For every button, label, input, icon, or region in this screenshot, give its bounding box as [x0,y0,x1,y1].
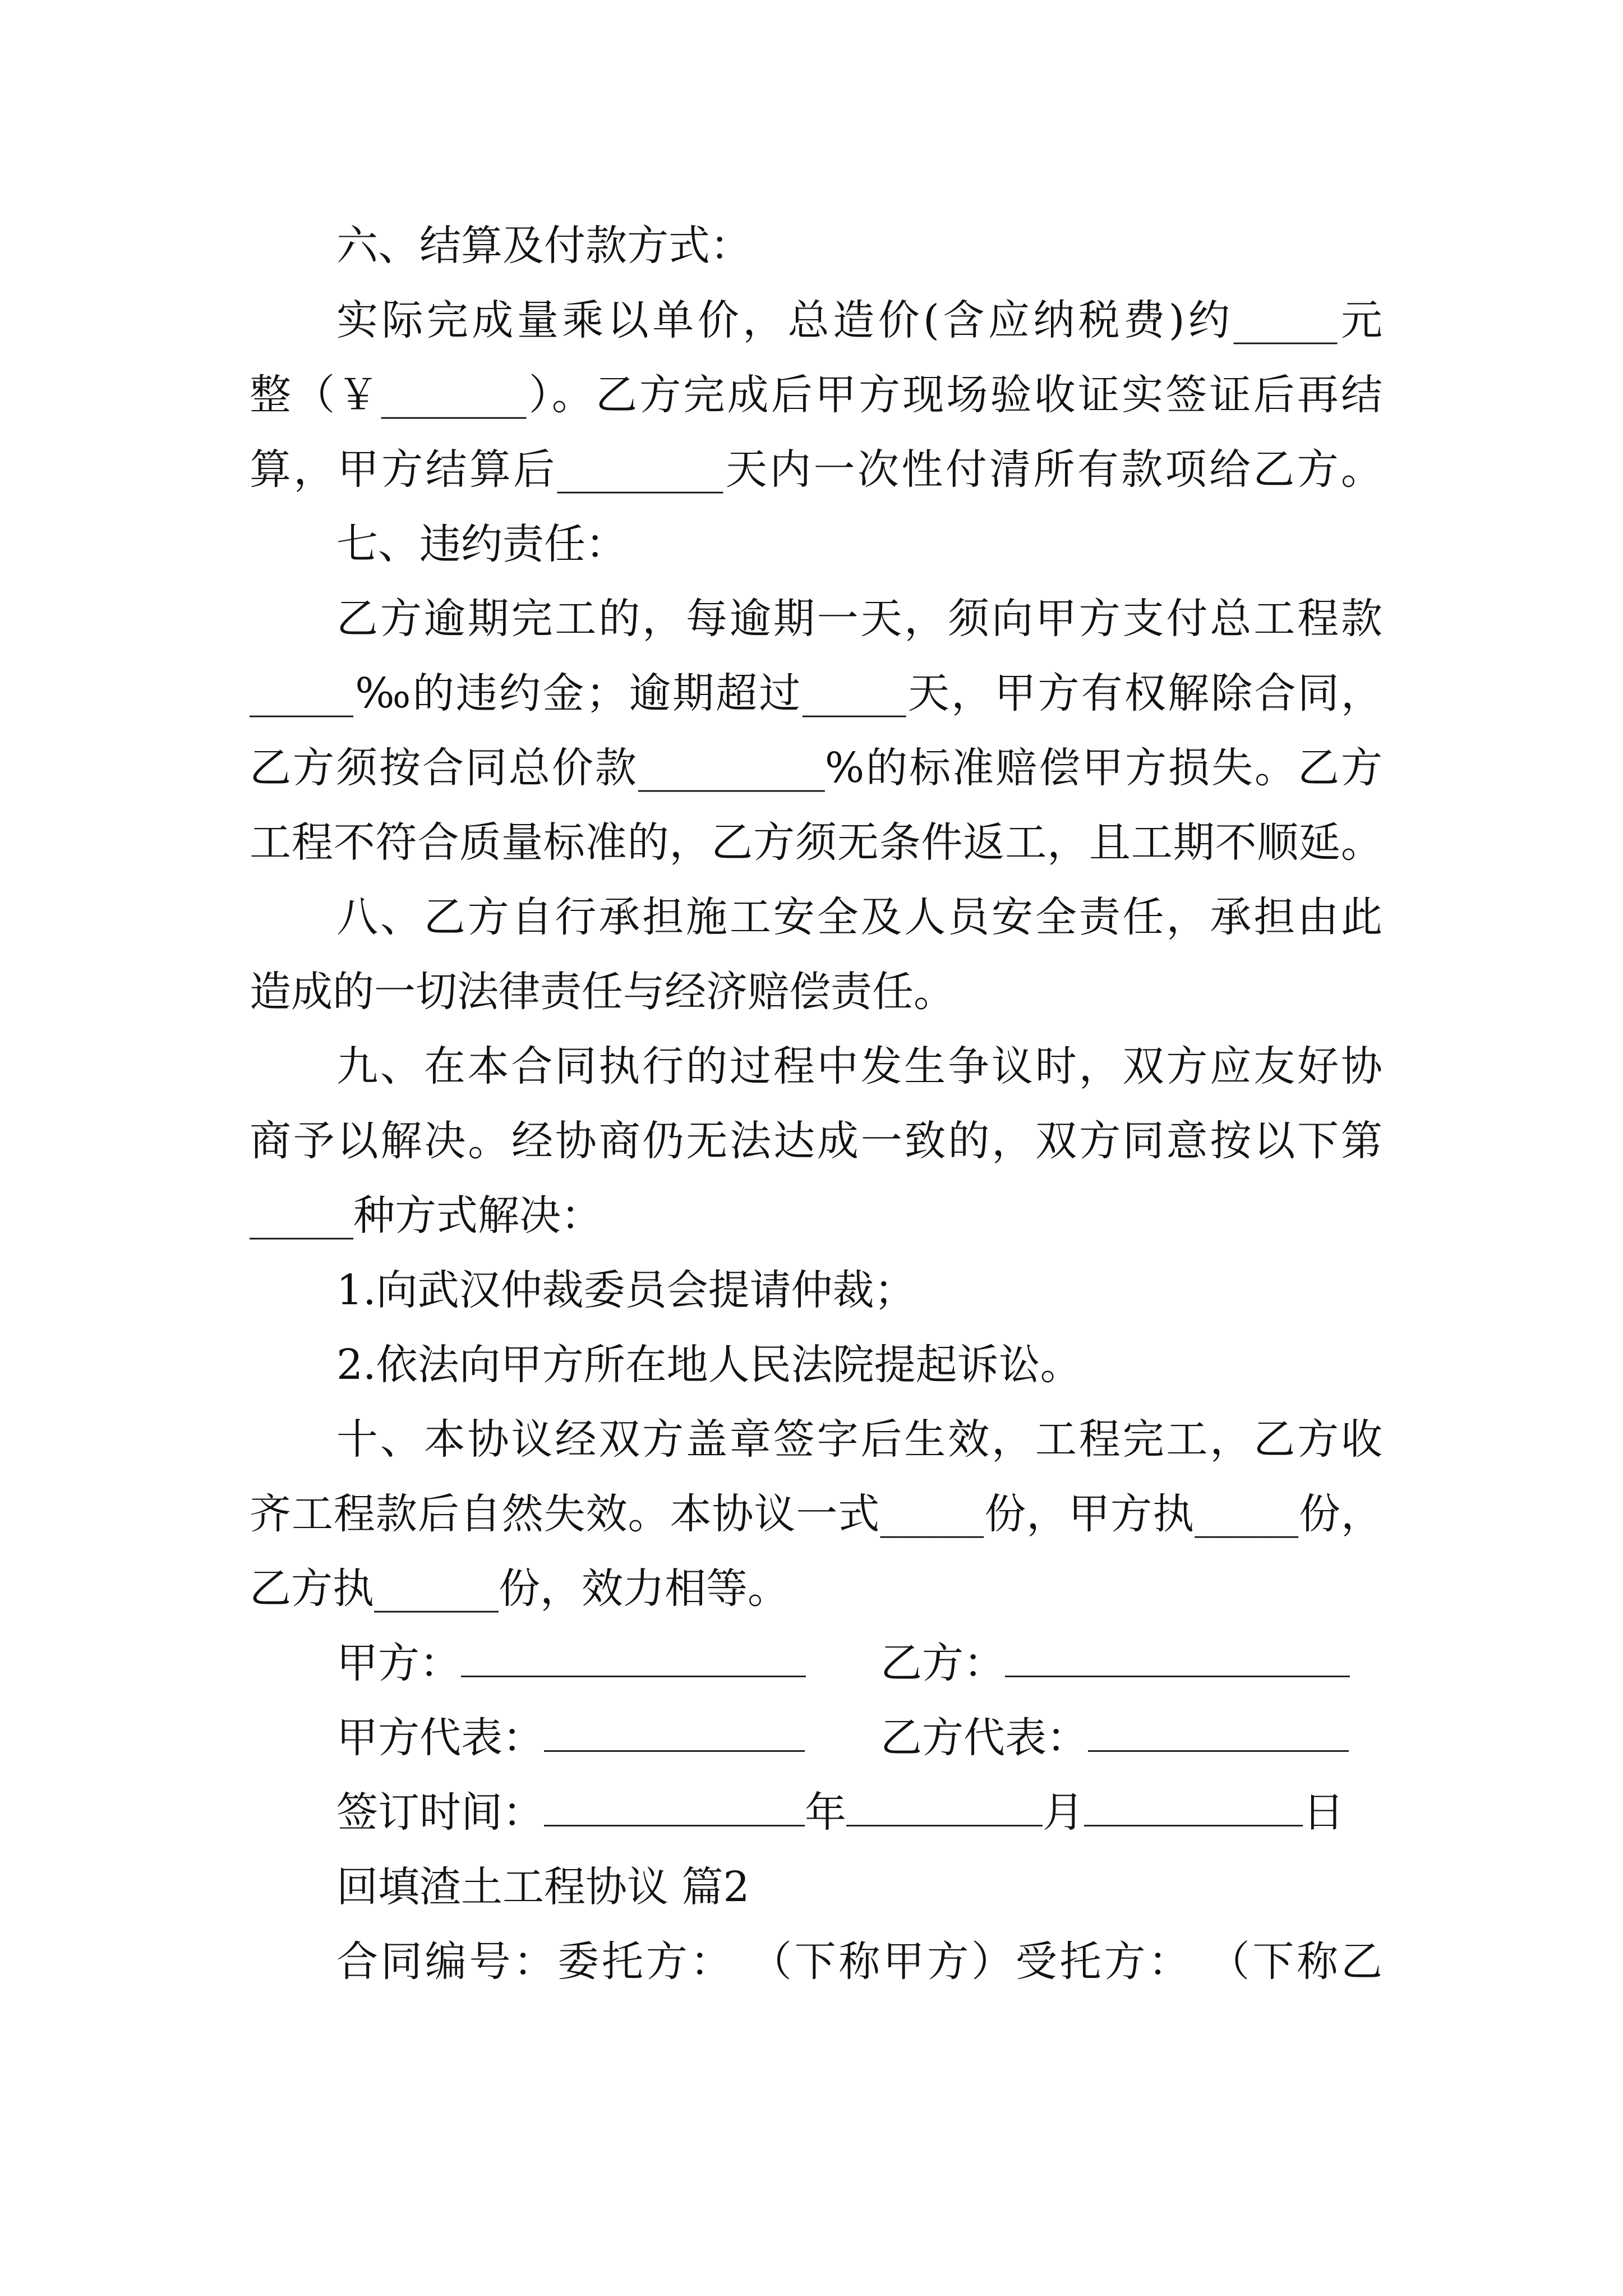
year-label: 年 [805,1788,846,1837]
party-a-rep-blank [544,1710,805,1752]
breach-line-1: 乙方逾期完工的，每逾期一天，须向甲方支付总工程款 [336,595,1382,643]
party-a-rep-label: 甲方代表： [336,1714,544,1762]
day-label: 日 [1303,1788,1344,1837]
effect-line-1: 十、本协议经双方盖章签字后生效，工程完工，乙方收 [336,1415,1382,1464]
breach-line-3: 乙方须按合同总价款_________%的标准赔偿甲方损失。乙方 [250,744,1382,792]
sign-date-label: 签订时间： [336,1788,544,1837]
settlement-line-2: 整（￥_______）。乙方完成后甲方现场验收证实签证后再结 [250,371,1382,419]
party-b-field [880,1630,1350,1697]
year-blank [544,1784,805,1826]
breach-line-4: 工程不符合质量标准的，乙方须无条件返工，且工期不顺延。 [250,818,1382,867]
settlement-heading: 六、结算及付款方式： [336,222,751,270]
settlement-line-3: 算，甲方结算后________天内一次性付清所有款项给乙方。 [250,445,1382,494]
party-b-rep-label: 乙方代表： [880,1714,1088,1762]
dispute-line-1: 九、在本合同执行的过程中发生争议时，双方应友好协 [336,1042,1382,1091]
dispute-line-2: 商予以解决。经协商仍无法达成一致的，双方同意按以下第 [250,1117,1382,1165]
month-blank [846,1784,1043,1826]
dispute-option-1: 1.向武汉仲裁委员会提请仲裁； [336,1266,916,1314]
month-label: 月 [1043,1788,1084,1837]
safety-line-2: 造成的一切法律责任与经济赔偿责任。 [250,968,955,1016]
party-b-blank [1005,1635,1350,1677]
breach-heading: 七、违约责任： [336,520,627,568]
party-a-label: 甲方： [336,1639,461,1687]
contract-number-line: 合同编号：委托方： （下称甲方）受托方： （下称乙 [336,1938,1382,1986]
day-blank [1084,1784,1303,1826]
safety-line-1: 八、乙方自行承担施工安全及人员安全责任，承担由此 [336,893,1382,941]
party-b-rep-blank [1088,1710,1349,1752]
dispute-option-2: 2.依法向甲方所在地人民法院提起诉讼。 [336,1341,1082,1389]
party-b-rep-field [880,1704,1349,1772]
settlement-line-1: 实际完成量乘以单价，总造价(含应纳税费)约_____元 [336,296,1382,344]
dispute-line-3: _____种方式解决： [250,1191,602,1240]
breach-line-2: _____‰的违约金；逾期超过_____天，甲方有权解除合同， [250,669,1382,717]
party-a-blank [461,1635,806,1677]
section-2-title: 回填渣土工程协议 篇2 [336,1863,750,1911]
party-a-rep-field [336,1704,805,1772]
party-a-field [336,1630,806,1697]
effect-line-3: 乙方执______份，效力相等。 [250,1565,789,1613]
effect-line-2: 齐工程款后自然失效。本协议一式_____份，甲方执_____份， [250,1490,1382,1538]
party-b-label: 乙方： [880,1639,1005,1687]
sign-date-field [336,1779,1344,1846]
